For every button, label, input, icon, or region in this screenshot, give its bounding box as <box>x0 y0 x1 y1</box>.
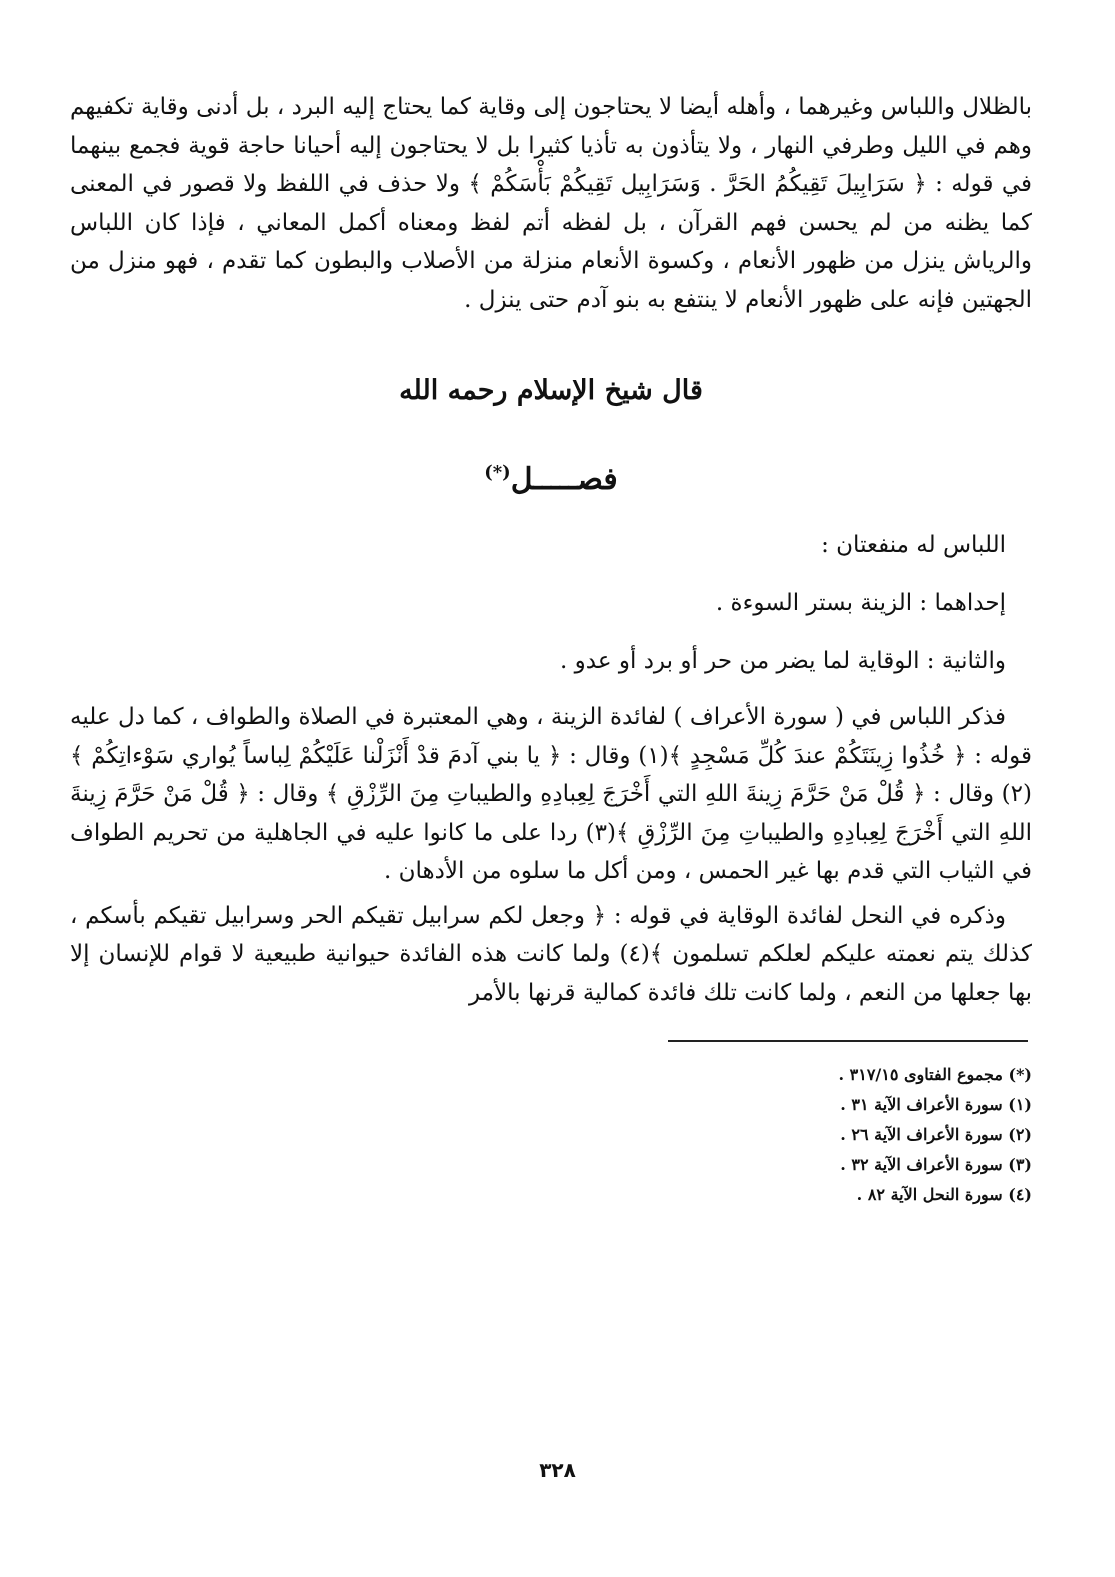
footnote-item: (٣) سورة الأعراف الآية ٣٢ . <box>840 1155 1032 1174</box>
intro-line: والثانية : الوقاية لما يضر من حر أو برد أو عدو . <box>560 648 1006 674</box>
footnote-item: (١) سورة الأعراف الآية ٣١ . <box>840 1095 1032 1114</box>
body-paragraph-wrapper <box>70 897 1032 1013</box>
body-paragraph-nahl: وذكره في النحل لفائدة الوقاية في قوله : ﴿ وجعل لكم سرابيل تقيكم الحر وسرابيل تقيكم بأسكم ، كذلك يتم نعمته عليكم لعلكم تسلمون ﴾(٤) ولما كانت هذه الفائدة حيوانية طبيعية لا قوام للإنسان إلا بها جعلها من النعم ، ولما كانت تلك فائدة كمالية قرنها بالأمر <box>70 902 1033 1006</box>
section-heading-fasl <box>70 451 1032 502</box>
footnote-item: (٢) سورة الأعراف الآية ٢٦ . <box>840 1125 1032 1144</box>
body-paragraph-wrapper <box>70 698 1032 891</box>
fasl-title: فصـــــل <box>510 462 618 497</box>
intro-line: إحداهما : الزينة بستر السوءة . <box>715 590 1006 616</box>
intro-list <box>70 516 1032 690</box>
fasl-footnote-marker: (*) <box>484 462 511 483</box>
footnote-item: (*) مجموع الفتاوى ٣١٧/١٥ . <box>838 1065 1032 1084</box>
footnote-divider <box>668 1040 1028 1042</box>
page-number: ٣٢٨ <box>539 1458 576 1482</box>
page-content <box>70 88 1032 1226</box>
section-heading-sheikh: قال شيخ الإسلام رحمه الله <box>399 375 703 406</box>
body-paragraph-araf: فذكر اللباس في ( سورة الأعراف ) لفائدة الزينة ، وهي المعتبرة في الصلاة والطواف ، كما دل عليه قوله : ﴿ خُذُوا زِينَتَكُمْ عندَ كُلِّ مَسْجِدٍ ﴾(١) وقال : ﴿ يا بني آدمَ قدْ أَنْزَلْنا عَلَيْكُمْ لِباساً يُواري سَوْءاتِكُمْ ﴾(٢) وقال : ﴿ قُلْ مَنْ حَرَّمَ زِينةَ اللهِ التي أَخْرَجَ لِعِبادِهِ والطيباتِ مِنَ الرِّزْقِ ﴾ وقال : ﴿ قُلْ مَنْ حَرَّمَ زِينةَ اللهِ التي أَخْرَجَ لِعِبادِهِ والطيباتِ مِنَ الرِّزْقِ ﴾(٣) ردا على ما كانوا عليه في الجاهلية من تحريم الطواف في الثياب التي قدم بها غير الحمس ، ومن أكل ما سلوه من الأدهان . <box>70 704 1033 884</box>
top-paragraph: بالظلال واللباس وغيرهما ، وأهله أيضا لا يحتاجون إلى وقاية كما يحتاج إليه البرد ، بل أدنى وقاية تكفيهم وهم في الليل وطرفي النهار ، ولا يتأذون به تأذيا كثيرا بل لا يحتاجون إليه أحيانا حاجة قوية فجمع بينهما في قوله : ﴿ سَرَابِيلَ تَقِيكُمُ الحَرَّ . وَسَرَابِيل تَقِيكُمْ بَأْسَكُمْ ﴾ ولا حذف في اللفظ ولا قصور في المعنى كما يظنه من لم يحسن فهم القرآن ، بل لفظه أتم لفظ ومعناه أكمل المعاني ، فإذا كان اللباس والرياش ينزل من ظهور الأنعام ، وكسوة الأنعام منزلة من الأصلاب والبطون كما تقدم ، فهو منزل من الجهتين فإنه على ظهور الأنعام لا ينتفع به بنو آدم حتى ينزل . <box>70 94 1032 313</box>
intro-line: اللباس له منفعتان : <box>821 532 1006 558</box>
footnote-item: (٤) سورة النحل الآية ٨٢ . <box>856 1185 1032 1204</box>
footnotes-list <box>70 1060 1032 1210</box>
